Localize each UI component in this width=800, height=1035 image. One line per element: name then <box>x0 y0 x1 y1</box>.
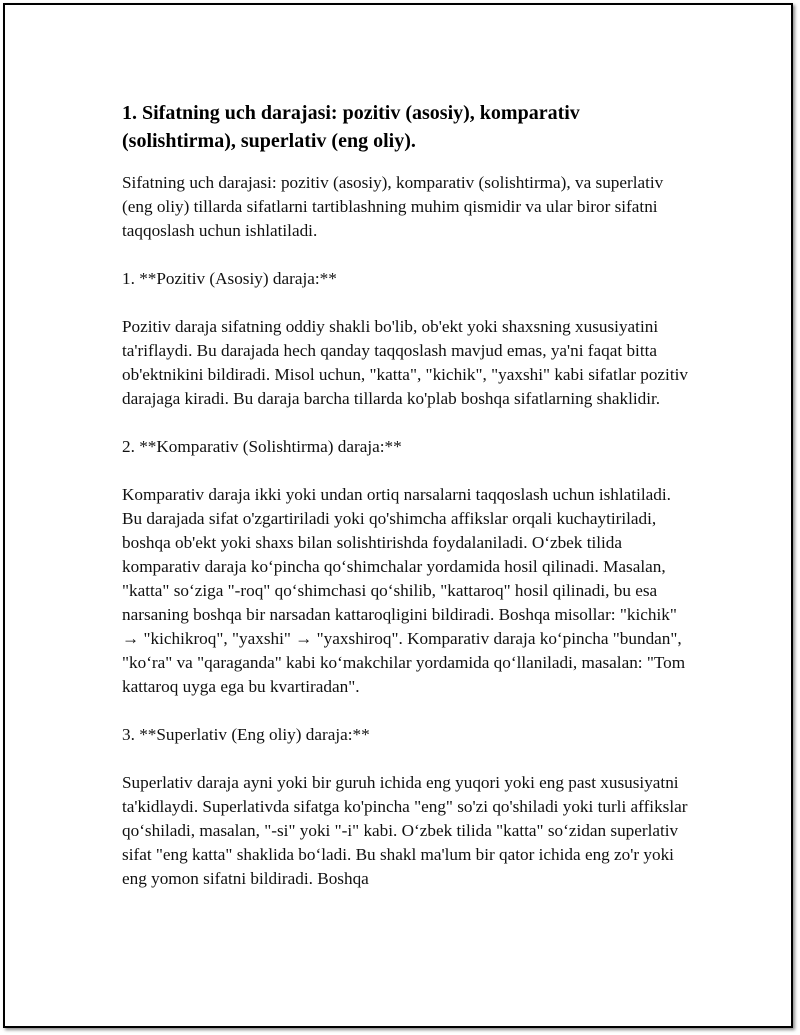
comparative-paragraph: Komparativ daraja ikki yoki undan ortiq narsalarni taqqoslash uchun ishlatiladi. Bu darajada sifat o'zgartiriladi yoki qo'shimcha affikslar orqali kuchaytiriladi, boshqa ob'ekt yoki shaxs bilan solishtirishda foydalaniladi. O‘zbek tilida komparativ daraja ko‘pincha qo‘shimchalar yordamida hosil qilinadi. Masalan, "katta" so‘ziga "-roq" qo‘shimchasi qo‘shilib, "kattaroq" hosil qilinadi, bu esa narsaning boshqa bir narsadan kattaroqligini bildiradi. Boshqa misollar: "kichik" → "kichikroq", "yaxshi" → "yaxshiroq". Komparativ daraja ko‘pincha "bundan", "ko‘ra" va "qaraganda" kabi ko‘makchilar yordamida qo‘llaniladi, masalan: "Tom kattaroq uyga ega bu kvartiradan". <box>122 485 686 696</box>
document-title: 1. Sifatning uch darajasi: pozitiv (asosiy), komparativ (solishtirma), superlativ (eng oliy). <box>122 102 580 152</box>
section-heading-comparative: 2. **Komparativ (Solishtirma) daraja:** <box>122 437 402 456</box>
document-page <box>3 3 793 1028</box>
superlative-paragraph: Superlativ daraja ayni yoki bir guruh ichida eng yuqori yoki eng past xususiyatni ta'kidlaydi. Superlativda sifatga ko'pincha "eng" so'zi qo'shiladi yoki turli affikslar qo‘shiladi, masalan, "-si" yoki "-i" kabi. O‘zbek tilida "katta" so‘zidan superlativ sifat "eng katta" shaklida bo‘ladi. Bu shakl ma'lum bir qator ichida eng zo'r yoki eng yomon sifatni bildiradi. Boshqa <box>122 773 688 888</box>
positive-paragraph: Pozitiv daraja sifatning oddiy shakli bo'lib, ob'ekt yoki shaxsning xususiyatini ta'riflaydi. Bu darajada hech qanday taqqoslash mavjud emas, ya'ni faqat bitta ob'ektnikini bildiradi. Misol uchun, "katta", "kichik", "yaxshi" kabi sifatlar pozitiv darajaga kiradi. Bu daraja barcha tillarda ko'plab boshqa sifatlarning shaklidir. <box>122 317 688 408</box>
section-heading-positive: 1. **Pozitiv (Asosiy) daraja:** <box>122 269 337 288</box>
intro-paragraph: Sifatning uch darajasi: pozitiv (asosiy), komparativ (solishtirma), va superlativ (eng oliy) tillarda sifatlarni tartiblashning muhim qismidir va ular biror sifatni taqqoslash uchun ishlatiladi. <box>122 173 664 240</box>
section-heading-superlative: 3. **Superlativ (Eng oliy) daraja:** <box>122 725 370 744</box>
document-body <box>122 99 692 915</box>
